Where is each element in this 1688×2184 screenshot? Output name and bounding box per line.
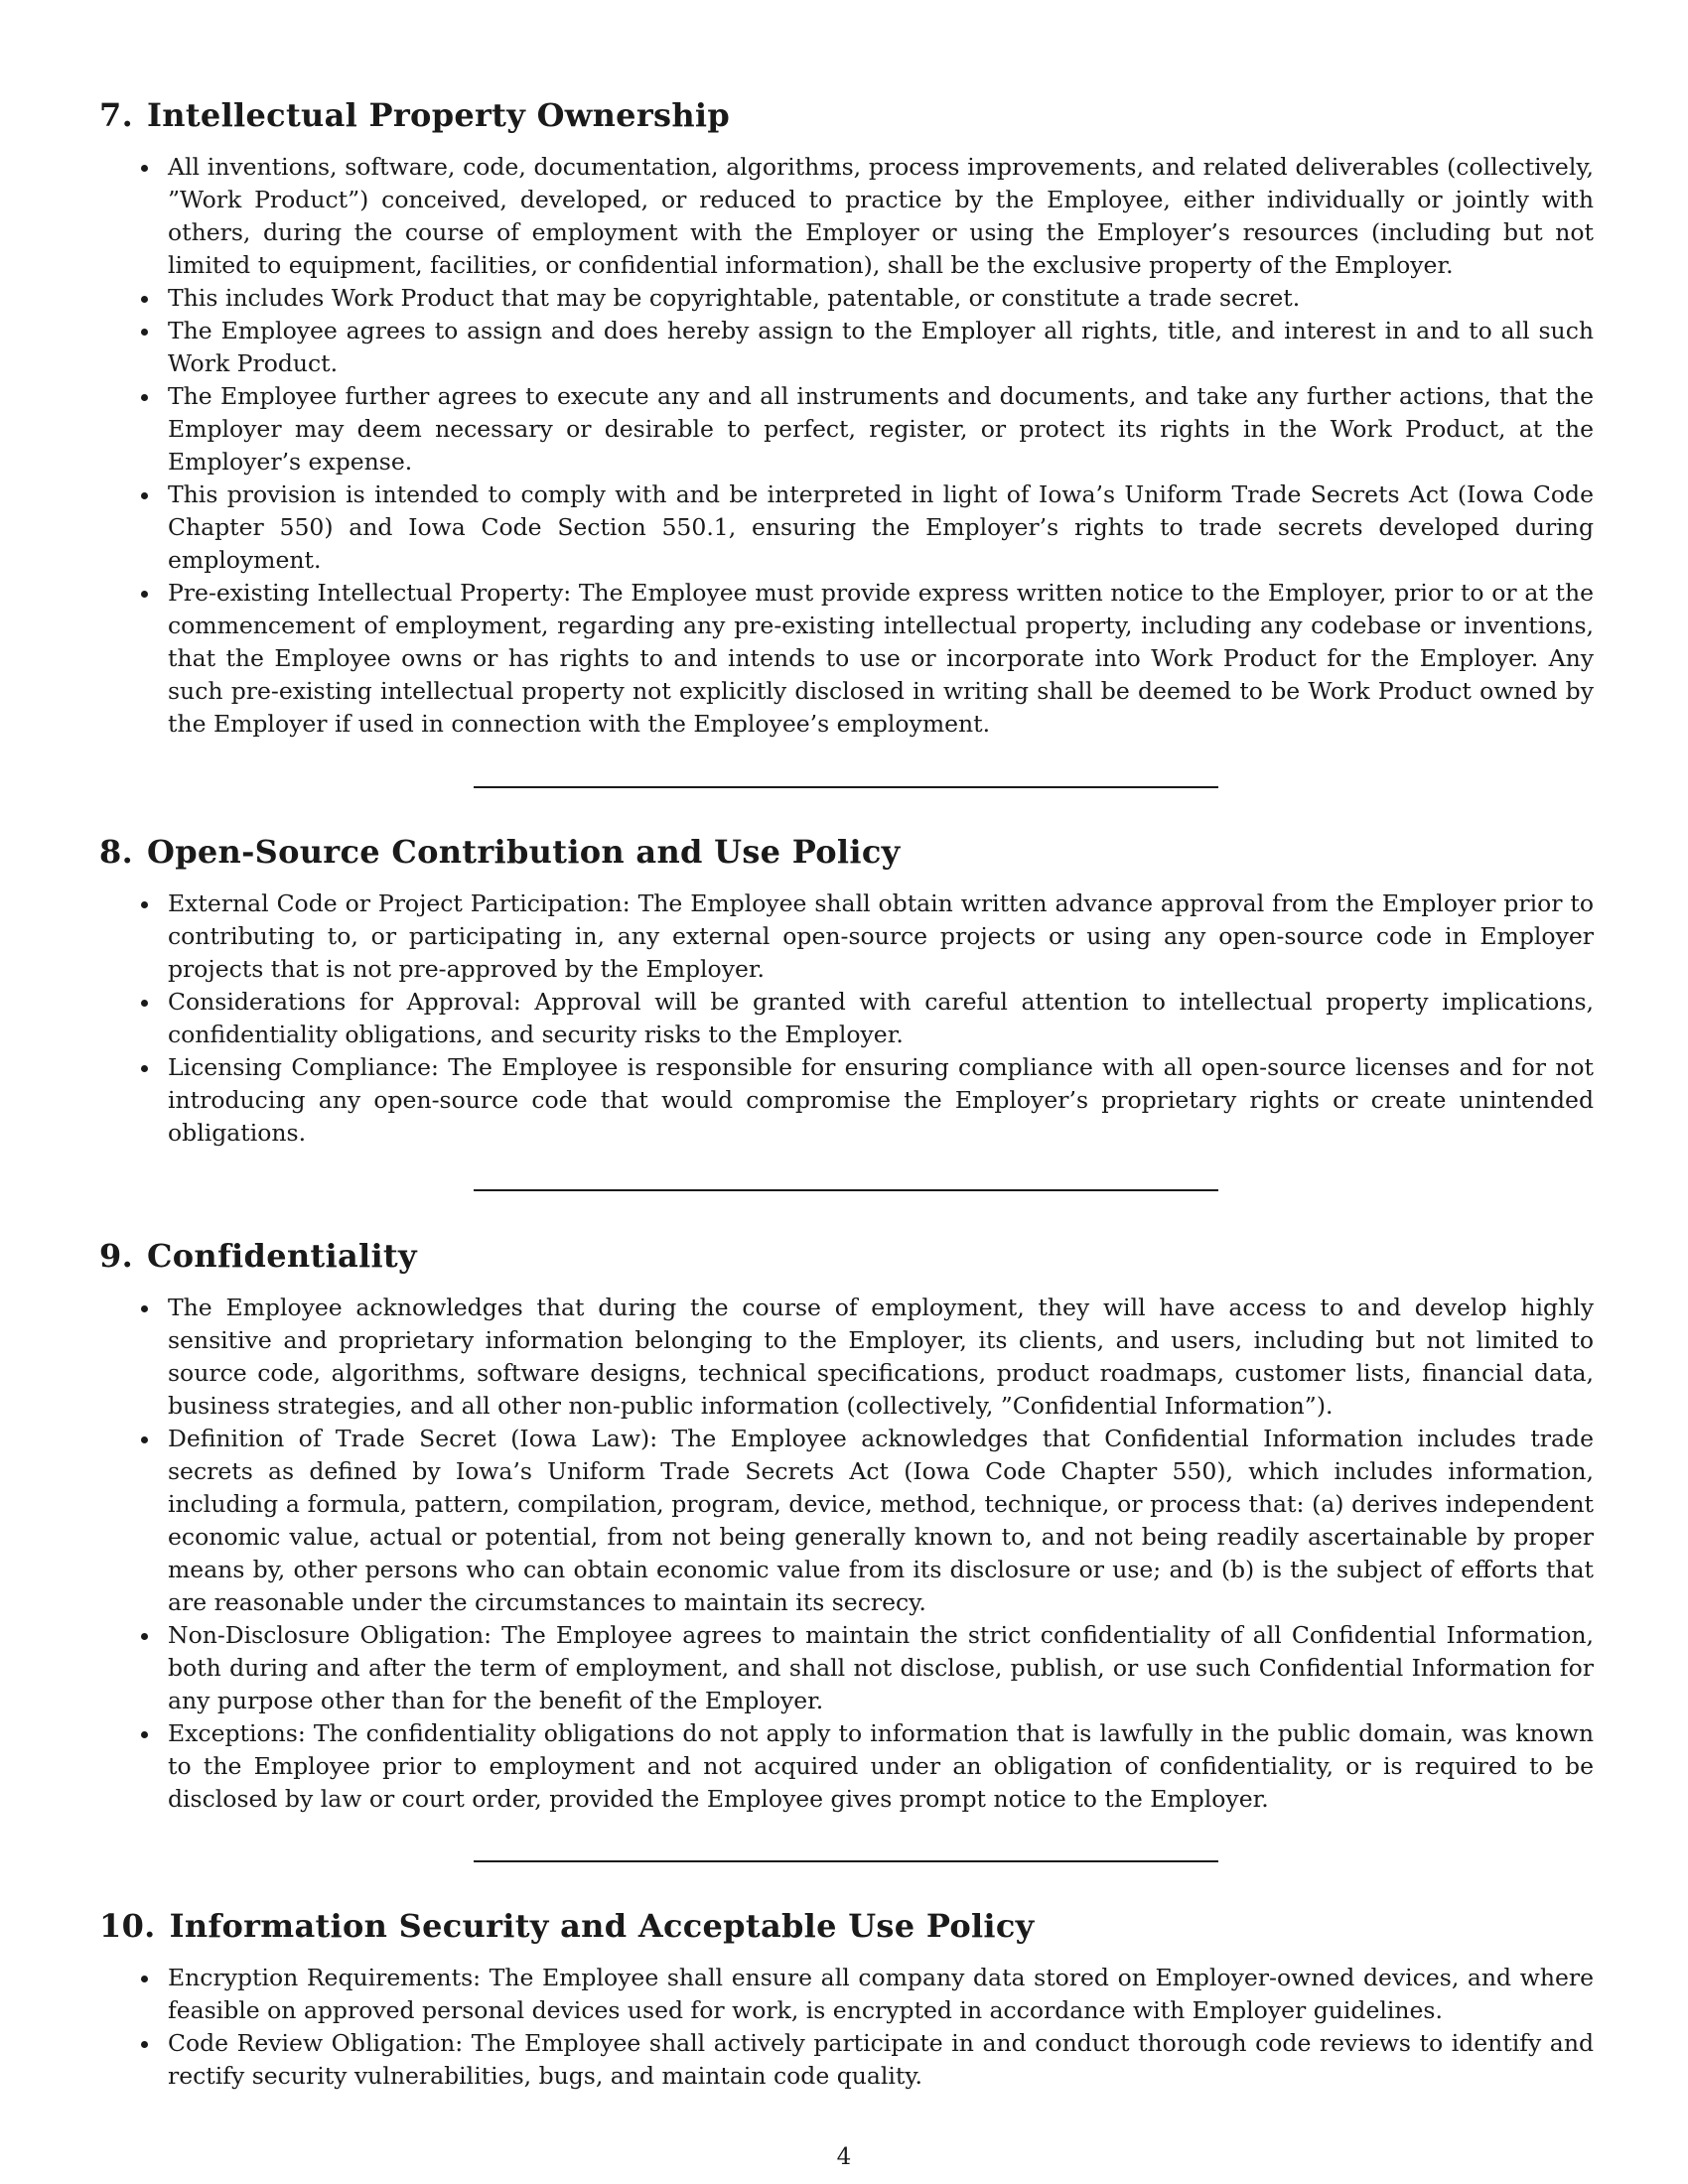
section-number: 10. [99,1907,156,1945]
list-item-text: Definition of Trade Secret (Iowa Law): The Employee acknowledges that Confidential Information includes trade secrets as defined by Iowa’s Uniform Trade Secrets Act (Iowa Code Chapter 550), which includes information, including a formula, pattern, compilation, program, device, method, technique, or process that: (a) derives independent economic value, actual or potential, from not being generally known to, and not being readily ascertainable by proper means by, other persons who can obtain economic value from its disclosure or use; and (b) is the subject of efforts that are reasonable under the circumstances to maintain its secrecy. [168,1425,1594,1616]
list-item [99,282,1594,315]
bullet-icon [141,329,148,336]
list-item [99,887,1594,986]
list-item-text: Encryption Requirements: The Employee shall ensure all company data stored on Employer-owned devices, and where feasible on approved personal devices used for work, is encrypted in accordance with Employer guidelines. [168,1964,1594,2024]
section-title: Intellectual Property Ownership [147,96,731,134]
section-7 [99,95,1594,741]
list-item [99,151,1594,282]
bullet-list [99,887,1594,1150]
list-item-text: This includes Work Product that may be copyrightable, patentable, or constitute a trade secret. [168,284,1301,312]
section-number: 7. [99,96,134,134]
section-heading [99,95,1594,135]
section-title: Open-Source Contribution and Use Policy [147,833,901,871]
list-item [99,478,1594,577]
page-number: 4 [836,2144,852,2170]
list-item-text: This provision is intended to comply with and be interpreted in light of Iowa’s Uniform Trade Secrets Act (Iowa Code Chapter 550) and Iowa Code Section 550.1, ensuring the Employer’s rights to trade secrets developed during employment. [168,480,1594,574]
bullet-list [99,1962,1594,2093]
list-item-text: Code Review Obligation: The Employee shall actively participate in and conduct thorough code reviews to identify and rectify security vulnerabilities, bugs, and maintain code quality. [168,2029,1594,2090]
section-title: Information Security and Acceptable Use Policy [169,1907,1035,1945]
list-item-text: The Employee further agrees to execute any and all instruments and documents, and take any further actions, that the Employer may deem necessary or desirable to perfect, register, or protect its rights in the Work Product, at the Employer’s expense. [168,382,1594,476]
bullet-icon [141,492,148,499]
list-item-text: Considerations for Approval: Approval will be granted with careful attention to intellectual property implications, confidentiality obligations, and security risks to the Employer. [168,988,1594,1048]
section-heading [99,1906,1594,1946]
section-heading [99,832,1594,872]
bullet-list [99,151,1594,741]
list-item-text: Licensing Compliance: The Employee is responsible for ensuring compliance with all open-source licenses and for not introducing any open-source code that would compromise the Employer’s proprietary rights or create unintended obligations. [168,1053,1594,1147]
list-item-text: The Employee acknowledges that during the course of employment, they will have access to and develop highly sensitive and proprietary information belonging to the Employer, its clients, and users, including but not limited to source code, algorithms, software designs, technical specifications, product roadmaps, customer lists, financial data, business strategies, and all other non-public information (collectively, ”Confidential Information”). [168,1294,1594,1420]
bullet-list [99,1292,1594,1816]
list-item-text: External Code or Project Participation: The Employee shall obtain written advance approval from the Employer prior to contributing to, or participating in, any external open-source projects or using any open-source code in Employer projects that is not pre-approved by the Employer. [168,889,1594,983]
list-item [99,1962,1594,2027]
list-item-text: All inventions, software, code, documentation, algorithms, process improvements, and related deliverables (collectively, ”Work Product”) conceived, developed, or reduced to practice by the Employee, either individually or jointly with others, during the course of employment with the Employer or using the Employer’s resources (including but not limited to equipment, facilities, or confidential information), shall be the exclusive property of the Employer. [168,153,1594,279]
bullet-icon [141,1633,148,1640]
list-item [99,1619,1594,1717]
bullet-icon [141,165,148,172]
bullet-icon [141,1305,148,1312]
section-divider [474,786,1218,788]
section-10 [99,1906,1594,2093]
list-item [99,1051,1594,1150]
bullet-icon [141,1976,148,1982]
bullet-icon [141,591,148,598]
section-8 [99,832,1594,1150]
section-heading [99,1236,1594,1276]
list-item-text: Pre-existing Intellectual Property: The Employee must provide express written notice to the Employer, prior to or at the commencement of employment, regarding any pre-existing intellectual property, including any codebase or inventions, that the Employee owns or has rights to and intends to use or incorporate into Work Product for the Employer. Any such pre-existing intellectual property not explicitly disclosed in writing shall be deemed to be Work Product owned by the Employer if used in connection with the Employee’s employment. [168,579,1594,738]
list-item-text: Exceptions: The confidentiality obligations do not apply to information that is lawfully in the public domain, was known to the Employee prior to employment and not acquired under an obligation of confidentiality, or is required to be disclosed by law or court order, provided the Employee gives prompt notice to the Employer. [168,1719,1594,1813]
section-number: 8. [99,833,134,871]
bullet-icon [141,394,148,401]
section-divider [474,1860,1218,1862]
list-item [99,1717,1594,1816]
list-item [99,2027,1594,2093]
section-title: Confidentiality [147,1237,417,1275]
list-item [99,986,1594,1051]
bullet-icon [141,1065,148,1072]
section-number: 9. [99,1237,134,1275]
list-item [99,315,1594,380]
section-divider [474,1189,1218,1191]
list-item [99,1292,1594,1423]
bullet-icon [141,1436,148,1443]
bullet-icon [141,1000,148,1007]
list-item-text: The Employee agrees to assign and does hereby assign to the Employer all rights, title, and interest in and to all such Work Product. [168,317,1594,377]
list-item-text: Non-Disclosure Obligation: The Employee agrees to maintain the strict confidentiality of all Confidential Information, both during and after the term of employment, and shall not disclose, publish, or use such Confidential Information for any purpose other than for the benefit of the Employer. [168,1621,1594,1714]
list-item [99,1423,1594,1619]
bullet-icon [141,901,148,908]
bullet-icon [141,2041,148,2048]
list-item [99,380,1594,478]
bullet-icon [141,296,148,303]
list-item [99,577,1594,741]
section-9 [99,1236,1594,1816]
bullet-icon [141,1731,148,1738]
